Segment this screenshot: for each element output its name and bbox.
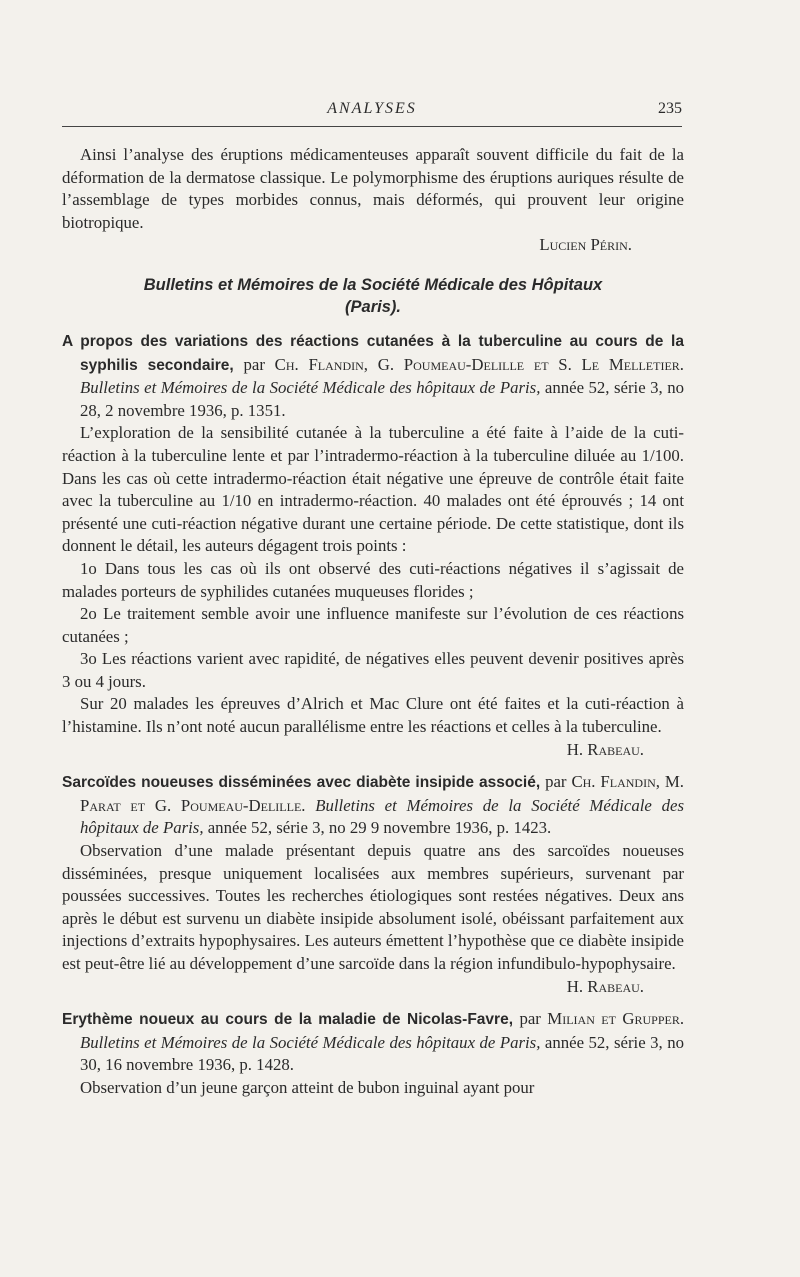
- article-3-by: par: [519, 1009, 541, 1029]
- article-3-title: Erythème noueux au cours de la maladie de Nicolas-Favre,: [62, 1011, 514, 1029]
- article-2: [62, 771, 684, 998]
- journal-heading: [62, 274, 684, 318]
- article-1-paragraph-1: L’exploration de la sensibilité cutanée à la tuberculine a été faite à l’aide de la cuti-réaction à la tuberculine lente et par l’intradermo-réaction à la tuberculine diluée au 1/100. Dans les cas où cette intradermo-réaction était négative une épreuve de contrôle était faite avec la tuberculine au 1/10 en intradermo-réaction. 40 malades ont été éprouvés ; 14 ont présenté une cuti-réaction négative durant une certaine période. De cette statistique, dont ils donnent le détail, les auteurs dégagent trois points :: [62, 423, 684, 556]
- article-1-paragraph-2: 1o Dans tous les cas où ils ont observé des cuti-réactions négatives il s’agissait de malades porteurs de syphilides cutanées muqueuses florides ;: [62, 558, 684, 601]
- article-1-paragraph-5: Sur 20 malades les épreuves d’Alrich et Mac Clure ont été faites et la cuti-réaction à l’histamine. Ils n’ont noté aucun parallélisme entre les réactions et celles à la tuberculine.: [62, 694, 684, 737]
- article-1-heading: [62, 330, 684, 422]
- article-3-citation: année 52, série 3, no 30, 16 novembre 1936, p. 1428.: [80, 1032, 685, 1075]
- article-3-source: Bulletins et Mémoires de la Société Médicale des hôpitaux de Paris,: [80, 1032, 541, 1052]
- journal-heading-line1: Bulletins et Mémoires de la Société Médicale des Hôpitaux: [143, 275, 603, 294]
- article-2-source: Bulletins et Mémoires de la Société Médicale des hôpitaux de Paris,: [80, 795, 684, 838]
- article-2-signature: H. Rabeau.: [566, 976, 644, 996]
- article-1-source: Bulletins et Mémoires de la Société Médicale des hôpitaux de Paris,: [80, 378, 541, 398]
- running-title: ANALYSES: [327, 100, 417, 117]
- article-1-authors: Ch. Flandin, G. Poumeau-Delille et S. Le Melletier.: [274, 354, 684, 374]
- running-head: [62, 100, 682, 122]
- article-3-paragraph-1: Observation d’un jeune garçon atteint de bubon inguinal ayant pour: [80, 1077, 535, 1097]
- article-2-authors: Ch. Flandin, M. Parat et G. Poumeau-Delille.: [80, 772, 684, 815]
- article-2-title: Sarcoïdes noueuses disséminées avec diabète insipide associé,: [62, 774, 541, 792]
- article-3: [62, 1008, 684, 1099]
- header-rule: [62, 126, 682, 127]
- article-1-signature: H. Rabeau.: [566, 739, 644, 759]
- article-3-heading: [62, 1008, 684, 1077]
- article-1-paragraph-4: 3o Les réactions varient avec rapidité, de négatives elles peuvent devenir positives après 3 ou 4 jours.: [62, 649, 684, 691]
- article-2-paragraph-1: Observation d’une malade présentant depuis quatre ans des sarcoïdes noueuses disséminées, presque uniquement localisées aux membres supérieurs, survenant par poussées successives. Toutes les recherches étiologiques sont restées négatives. Deux ans après le début est survenu un diabète insipide absolument isolé, obéissant parfaitement aux injections d’extraits hypophysaires. Les auteurs émettent l’hypothèse que ce diabète insipide est peut-être lié au développement d’une sarcoïde dans la région infundibulo-hypophysaire.: [62, 841, 684, 973]
- article-1-paragraph-3: 2o Le traitement semble avoir une influence manifeste sur l’évolution de ces réactions cutanées ;: [62, 604, 684, 646]
- article-2-by: par: [545, 772, 567, 792]
- article-1-by: par: [243, 354, 265, 374]
- intro-paragraph: Ainsi l’analyse des éruptions médicamenteuses apparaît souvent difficile du fait de la déformation de la dermatose classique. Le polymorphisme des éruptions auriques résulte de l’assemblage de types morbides connus, mais déformés, qui prouvent leur origine biotropique.: [62, 145, 684, 232]
- article-2-heading: [62, 771, 684, 840]
- article-1-citation: année 52, série 3, no 28, 2 novembre 1936, p. 1351.: [80, 378, 685, 420]
- intro-signature: Lucien Périn.: [539, 235, 632, 255]
- article-1-title: A propos des variations des réactions cutanées à la tuberculine au cours de la syphilis secondaire,: [62, 332, 684, 374]
- journal-heading-line2: (Paris).: [345, 297, 401, 316]
- article-3-authors: Milian et Grupper.: [547, 1009, 685, 1029]
- page-body: [62, 144, 684, 1100]
- page-number: 235: [658, 100, 682, 117]
- article-1: [62, 330, 684, 761]
- article-2-citation: année 52, série 3, no 29 9 novembre 1936, p. 1423.: [207, 818, 552, 838]
